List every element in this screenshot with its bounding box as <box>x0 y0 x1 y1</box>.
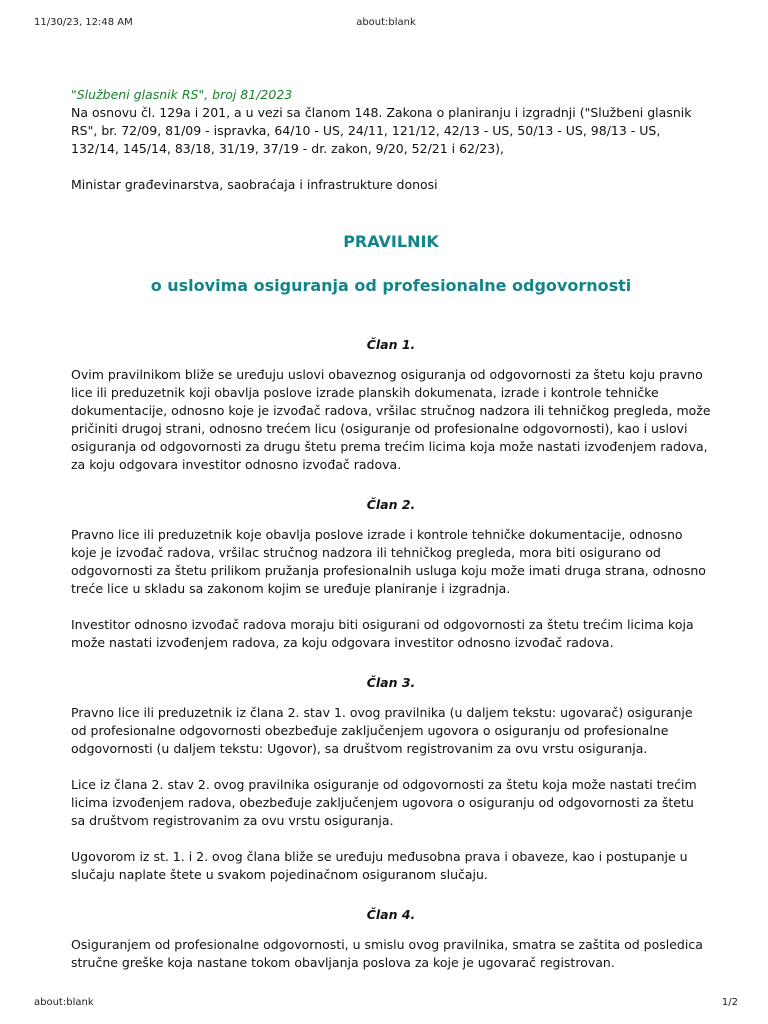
article-3 <box>71 674 711 884</box>
print-url-header: about:blank <box>356 17 416 28</box>
article-4 <box>71 906 711 972</box>
article-paragraph: Ovim pravilnikom bliže se uređuju uslovi obaveznog osiguranja od odgovornosti za štetu koju pravno lice ili preduzetnik koji obavlja poslove izrade planskih dokumenata, izrade i kontrole tehničke dokumentacije, odnosno koje je izvođač radova, vršilac stručnog nadzora ili tehničkog pregleda, može pričiniti drugoj strani, odnosno trećem licu (osiguranje od profesionalne odgovornosti), kao i uslovi osiguranja od odgovornosti za drugu štetu prema trećim licima koja može nastati izvođenjem radova, za koju odgovara investitor odnosno izvođač radova. <box>71 367 711 472</box>
legal-basis-text: Na osnovu čl. 129a i 201, a u vezi sa članom 148. Zakona o planiranju i izgradnji ("Službeni glasnik RS", br. 72/09, 81/09 - ispravka, 64/10 - US, 24/11, 121/12, 42/13 - US, 50/13 - US, 98/13 - US, 132/14, 145/14, 83/18, 31/19, 37/19 - dr. zakon, 9/20, 52/21 i 62/23), <box>71 105 692 156</box>
print-datetime: 11/30/23, 12:48 AM <box>34 17 133 28</box>
document-content <box>71 86 711 982</box>
article-paragraph: Ugovorom iz st. 1. i 2. ovog člana bliže se uređuju međusobna prava i obaveze, kao i postupanje u slučaju naplate štete u svakom pojedinačnom osiguranom slučaju. <box>71 849 688 882</box>
page-number: 1/2 <box>721 997 738 1008</box>
minister-line: Ministar građevinarstva, saobraćaja i infrastrukture donosi <box>71 177 438 192</box>
article-heading: Član 3. <box>366 675 416 690</box>
article-heading: Član 2. <box>366 497 416 512</box>
article-2 <box>71 496 711 652</box>
document-title: PRAVILNIK <box>343 232 439 251</box>
article-paragraph: Pravno lice ili preduzetnik koje obavlja poslove izrade i kontrole tehničke dokumentacije, odnosno koje je izvođač radova, vršilac stručnog nadzora ili tehničkog pregleda, mora biti osigurano od odgovornosti za štetu prilikom pružanja profesionalnih usluga koju može imati druga strana, odnosno treće lice u skladu sa zakonom kojim se uređuje planiranje i izgradnja. <box>71 527 706 596</box>
article-paragraph: Pravno lice ili preduzetnik iz člana 2. stav 1. ovog pravilnika (u daljem tekstu: ugovarač) osiguranje od profesionalne odgovornosti obezbeđuje zaključenjem ugovora o osiguranju od profesionalne odgovornosti (u daljem tekstu: Ugovor), sa društvom registrovanim za ovu vrstu osiguranja. <box>71 705 693 756</box>
document-subtitle: o uslovima osiguranja od profesionalne odgovornosti <box>150 276 632 295</box>
article-heading: Član 4. <box>366 907 416 922</box>
article-paragraph: Lice iz člana 2. stav 2. ovog pravilnika osiguranje od odgovornosti za štetu koja može nastati trećim licima izvođenjem radova, obezbeđuje zaključenjem ugovora o osiguranju od odgovornosti za štetu sa društvom registrovanim za ovu vrstu osiguranja. <box>71 777 697 828</box>
print-header <box>34 17 738 31</box>
gazette-reference: "Službeni glasnik RS", broj 81/2023 <box>71 87 293 102</box>
article-paragraph: Investitor odnosno izvođač radova moraju biti osigurani od odgovornosti za štetu trećim licima koja može nastati izvođenjem radova, za koju odgovara investitor odnosno izvođač radova. <box>71 617 694 650</box>
article-1 <box>71 336 711 474</box>
print-footer <box>34 997 738 1011</box>
print-url-footer: about:blank <box>34 997 94 1008</box>
article-paragraph: Osiguranjem od profesionalne odgovornosti, u smislu ovog pravilnika, smatra se zaštita od posledica stručne greške koja nastane tokom obavljanja poslova za koje je ugovarač registrovan. <box>71 937 703 970</box>
article-heading: Član 1. <box>366 337 416 352</box>
